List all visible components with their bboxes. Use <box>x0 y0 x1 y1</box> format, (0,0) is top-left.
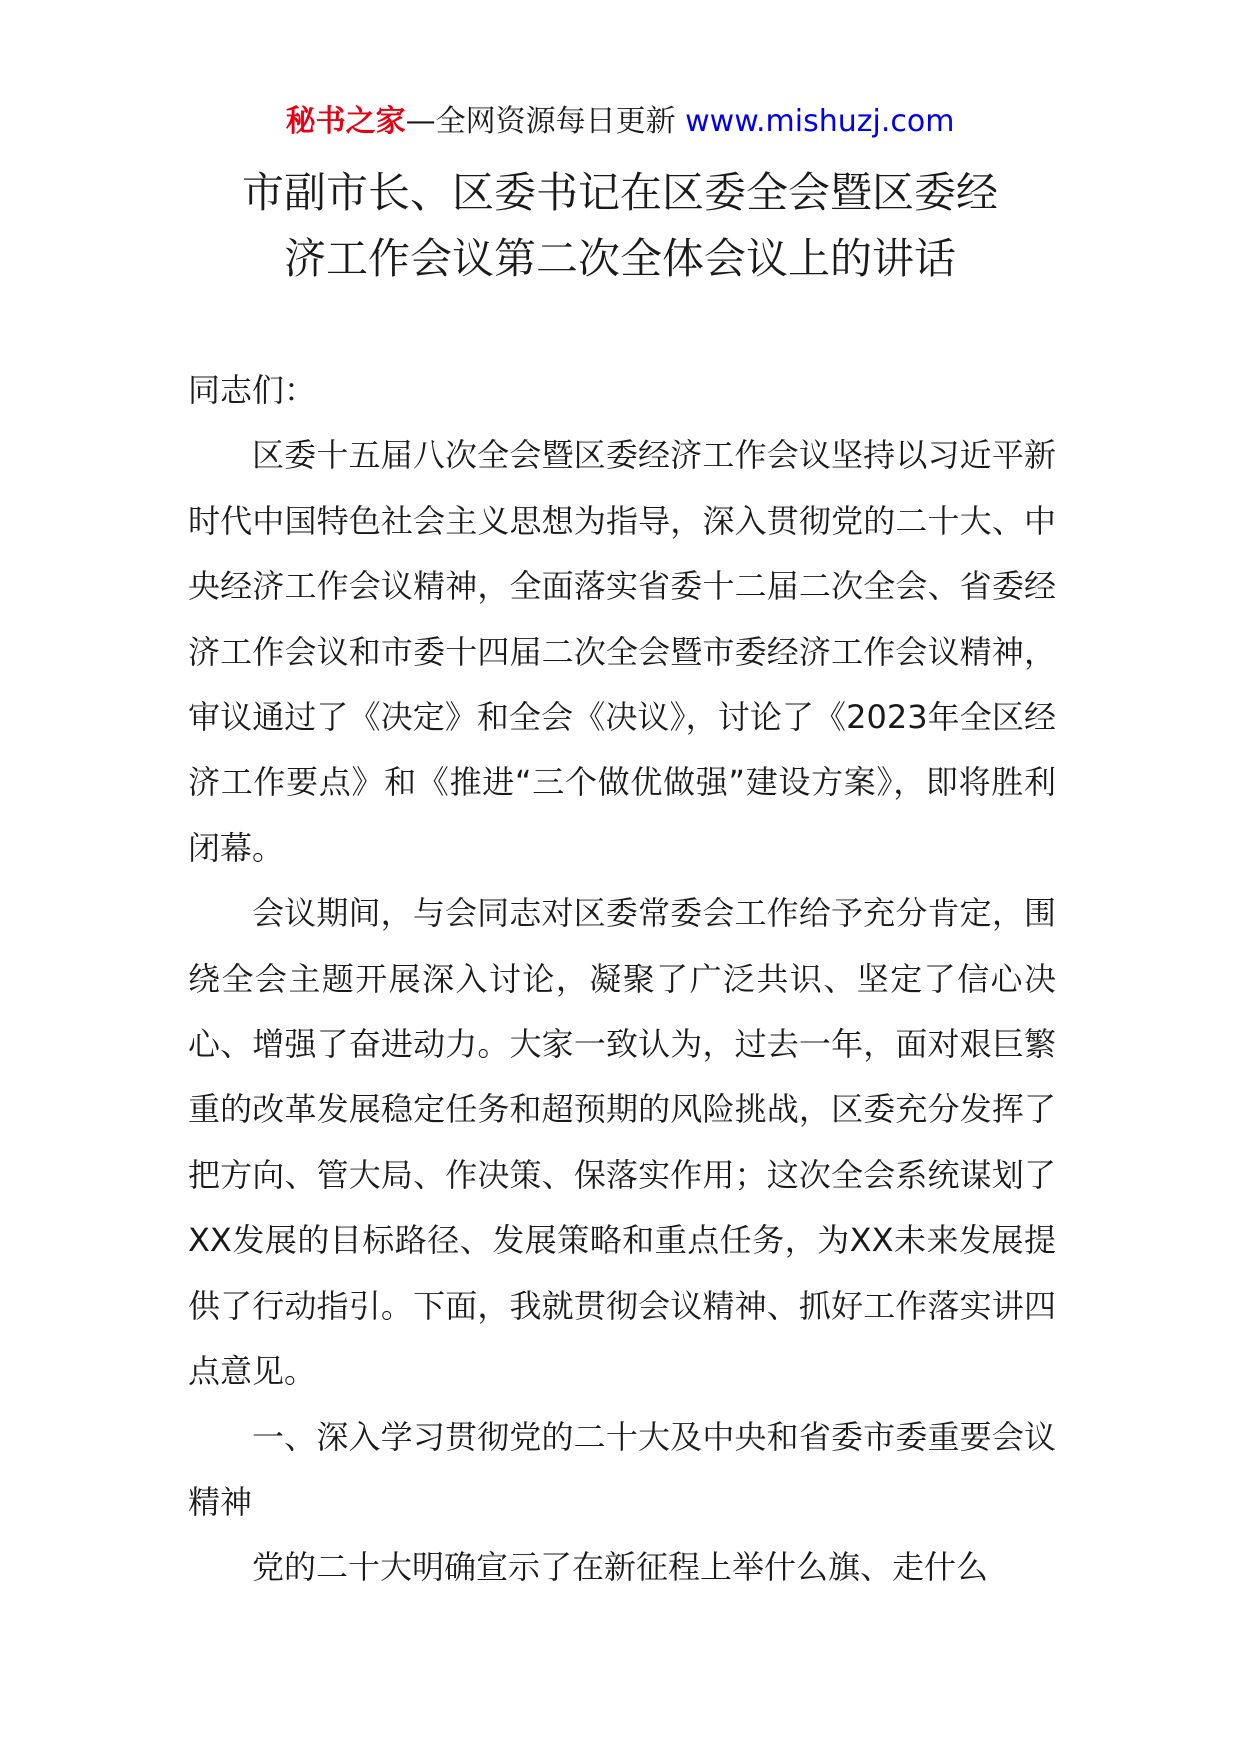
paragraph-2: 会议期间，与会同志对区委常委会工作给予充分肯定，围绕全会主题开展深入讨论，凝聚了广泛共识、坚定了信心决心、增强了奋进动力。大家一致认为，过去一年，面对艰巨繁重的改革发展稳定任务和超预期的风险挑战，区委充分发挥了把方向、管大局、作决策、保落实作用；这次全会系统谋划了XX发展的目标路径、发展策略和重点任务，为XX未来发展提供了行动指引。下面，我就贯彻会议精神、抓好工作落实讲四点意见。 <box>188 894 1056 1391</box>
brand-slogan: —全网资源每日更新 <box>405 104 676 139</box>
brand-name: 秘书之家 <box>285 104 406 139</box>
salutation: 同志们： <box>188 371 317 409</box>
title-line-2: 济工作会议第二次全体会议上的讲话 <box>283 234 956 283</box>
paragraph-3: 党的二十大明确宣示了在新征程上举什么旗、走什么 <box>252 1548 989 1587</box>
document-body <box>188 358 1056 1601</box>
paragraph-1: 区委十五届八次全会暨区委经济工作会议坚持以习近平新时代中国特色社会主义思想为指导，深入贯彻党的二十大、中央经济工作会议精神，全面落实省委十二届二次全会、省委经济工作会议和市委十四届二次全会暨市委经济工作会议精神，审议通过了《决定》和全会《决议》，讨论了《2023年全区经济工作要点》和《推进“三个做优做强”建设方案》，即将胜利闭幕。 <box>188 436 1056 867</box>
section-heading-1: 一、深入学习贯彻党的二十大及中央和省委市委重要会议精神 <box>188 1417 1056 1521</box>
title-line-1: 市副市长、区委书记在区委全会暨区委经 <box>241 168 998 217</box>
site-header <box>0 100 1240 144</box>
document-title <box>150 160 1090 292</box>
site-url-link[interactable]: www.mishuzj.com <box>685 104 955 139</box>
